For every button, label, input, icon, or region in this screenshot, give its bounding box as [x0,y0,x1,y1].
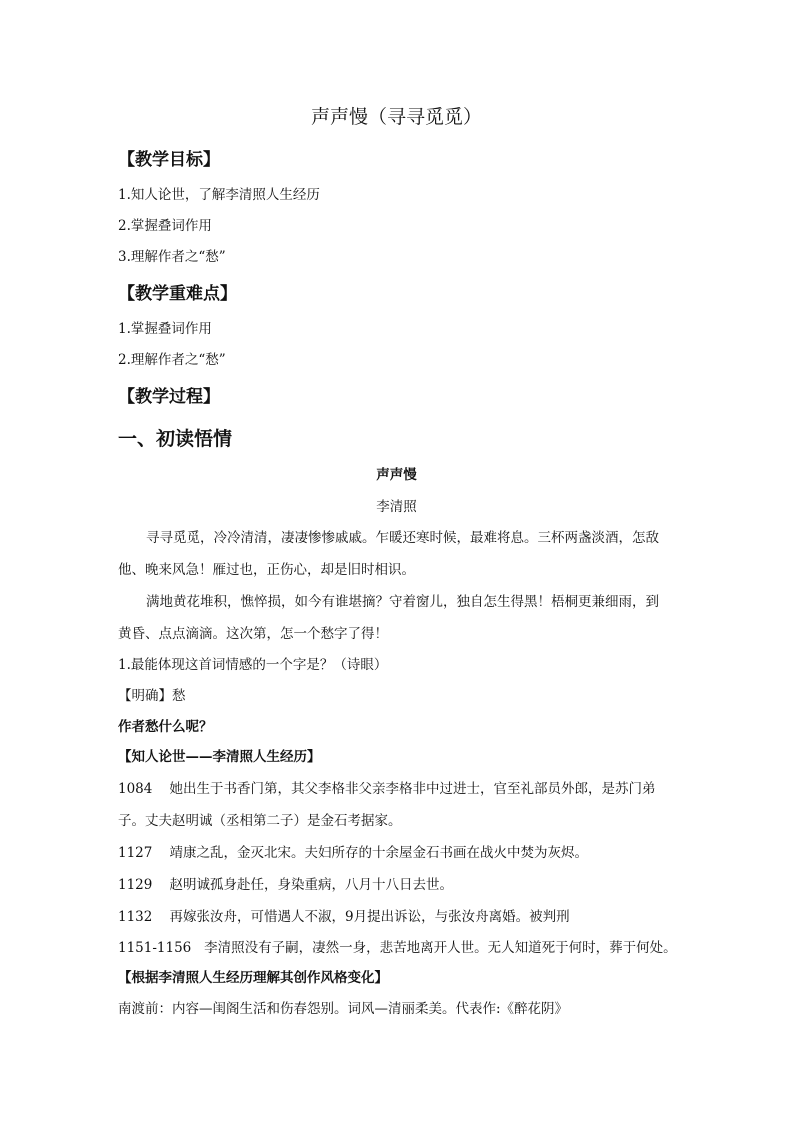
bio-1127: 1127 靖康之乱，金灭北宋。夫妇所存的十余屋金石书画在战火中焚为灰烬。 [118,845,589,861]
style-heading: 【根据李清照人生经历理解其创作风格变化】 [118,970,388,986]
question-1: 1.最能体现这首词情感的一个字是？（诗眼） [118,657,388,673]
answer: 【明确】愁 [118,688,186,704]
key-item-1: 1.掌握叠词作用 [118,321,212,337]
goals-heading: 【教学目标】 [118,150,220,170]
key-item-2: 2.理解作者之“愁” [118,352,226,368]
bio-heading: 【知人论世——李清照人生经历】 [118,749,321,765]
poem-stanza-2-line-2: 黄昏、点点滴滴。这次第，怎一个愁字了得！ [118,626,388,642]
poem-author: 李清照 [376,499,417,515]
bio-1132: 1132 再嫁张汝舟，可惜遇人不淑，9月提出诉讼，与张汝舟离婚。被判刑 [118,909,570,925]
style-before: 南渡前：内容—闺阁生活和伤春怨别。词风—清丽柔美。代表作:《醉花阴》 [118,1001,569,1017]
bio-1129: 1129 赵明诚孤身赴任，身染重病，八月十八日去世。 [118,877,454,893]
section-heading: 一、初读悟情 [118,428,233,450]
bio-1084-line-2: 子。丈夫赵明诚（丞相第二子）是金石考据家。 [118,813,402,829]
goal-item-3: 3.理解作者之“愁” [118,249,226,265]
bio-1084-line-1: 1084 她出生于书香门第，其父李格非父亲李格非中过进士，官至礼部员外郎，是苏门弟 [118,781,656,797]
goal-item-1: 1.知人论世，了解李清照人生经历 [118,187,320,203]
poem-stanza-1-line-1: 寻寻觅觅，冷冷清清，凄凄惨惨戚戚。乍暖还寒时候，最难将息。三杯两盏淡酒，怎敌 [146,530,659,546]
poem-stanza-2-line-1: 满地黄花堆积，憔悴损，如今有谁堪摘？守着窗儿，独自怎生得黑！梧桐更兼细雨，到 [146,594,659,610]
process-heading: 【教学过程】 [118,387,220,407]
goal-item-2: 2.掌握叠词作用 [118,218,212,234]
why-heading: 作者愁什么呢？ [118,719,213,735]
poem-title: 声声慢 [376,467,417,483]
poem-stanza-1-line-2: 他、晚来风急！雁过也，正伤心，却是旧时相识。 [118,562,415,578]
key-heading: 【教学重难点】 [118,284,237,304]
document-title: 声声慢（寻寻觅觅） [310,106,482,128]
bio-1151: 1151-1156 李清照没有子嗣，凄然一身，悲苦地离开人世。无人知道死于何时，葬于何处。 [118,940,677,956]
